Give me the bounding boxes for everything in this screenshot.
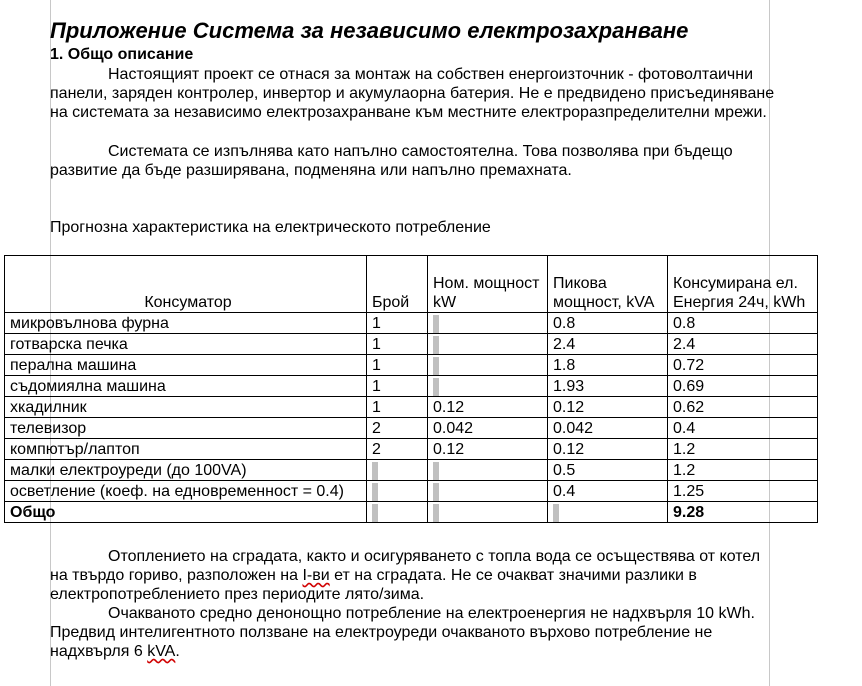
empty-cell-marker: [433, 315, 439, 333]
cell-nominal: [428, 481, 548, 502]
header-nominal-power: Ном. мощност kW: [428, 256, 548, 313]
paragraph-standalone-system: [50, 142, 775, 180]
empty-cell-marker: [372, 462, 378, 480]
cell-consumer: готварска печка: [5, 334, 367, 355]
table-row: [5, 355, 818, 376]
cell-consumer: компютър/лаптоп: [5, 439, 367, 460]
cell-consumer: перална машина: [5, 355, 367, 376]
paragraph-consumption-text-1: Очакваното средно денонощно потребление на електроенергия не надхвърля 10 kWh. Предвид интелигентното ползване на електроуреди очакваното върхово потребление не надхвърля 6: [50, 605, 755, 660]
total-label: Общо: [5, 502, 367, 523]
cell-nominal: 0.042: [428, 418, 548, 439]
total-peak-cell: [548, 502, 668, 523]
cell-consumer: осветление (коеф. на едновременност = 0.4): [5, 481, 367, 502]
cell-nominal: 0.12: [428, 439, 548, 460]
cell-count: 2: [367, 439, 428, 460]
empty-cell-marker: [553, 504, 559, 522]
cell-count: 2: [367, 418, 428, 439]
cell-energy: 1.2: [668, 439, 818, 460]
cell-energy: 0.4: [668, 418, 818, 439]
total-nominal-cell: [428, 502, 548, 523]
spellcheck-marked-word: I-ви: [302, 567, 330, 584]
cell-nominal: 0.12: [428, 397, 548, 418]
cell-peak: 1.93: [548, 376, 668, 397]
cell-count: [367, 460, 428, 481]
cell-peak: 0.12: [548, 397, 668, 418]
cell-count: 1: [367, 355, 428, 376]
table-row: [5, 334, 818, 355]
spellcheck-marked-unit: kVA: [147, 643, 176, 660]
empty-cell-marker: [433, 336, 439, 354]
cell-count: [367, 481, 428, 502]
cell-peak: 0.4: [548, 481, 668, 502]
cell-consumer: телевизор: [5, 418, 367, 439]
table-row: [5, 313, 818, 334]
cell-count: 1: [367, 313, 428, 334]
table-row: [5, 481, 818, 502]
paragraph-consumption-text-2: .: [175, 643, 180, 660]
table-caption: Прогнозна характеристика на електрическото потребление: [50, 219, 491, 236]
header-energy: Консумирана ел. Енергия 24ч, kWh: [668, 256, 818, 313]
paragraph-project-scope: [50, 65, 775, 122]
empty-cell-marker: [433, 378, 439, 396]
table-row: [5, 439, 818, 460]
cell-count: 1: [367, 376, 428, 397]
cell-peak: 0.8: [548, 313, 668, 334]
cell-peak: 1.8: [548, 355, 668, 376]
cell-energy: 2.4: [668, 334, 818, 355]
section-heading-general: 1. Общо описание: [50, 46, 194, 63]
cell-nominal: [428, 376, 548, 397]
paragraph-heating-text-1: Отоплението на сградата, както и осигуряването с топла вода се осъществява от котел на твърдо гориво, разположен на: [50, 548, 761, 584]
cell-nominal: [428, 355, 548, 376]
table-row: [5, 397, 818, 418]
cell-peak: 0.042: [548, 418, 668, 439]
cell-energy: 1.25: [668, 481, 818, 502]
cell-peak: 0.5: [548, 460, 668, 481]
document-title: Приложение Система за независимо електрозахранване: [50, 18, 689, 43]
paragraph-heating-text-2: ет на сградата. Не се очакват значими разлики в електропотреблението през периодите лято/зима.: [50, 567, 697, 603]
consumption-table: [4, 255, 818, 523]
cell-energy: 0.69: [668, 376, 818, 397]
cell-energy: 1.2: [668, 460, 818, 481]
cell-consumer: микровълнова фурна: [5, 313, 367, 334]
cell-peak: 2.4: [548, 334, 668, 355]
total-energy: 9.28: [668, 502, 818, 523]
cell-nominal: [428, 313, 548, 334]
paragraph-project-scope-text: Настоящият проект се отнася за монтаж на собствен енергоизточник - фотоволтаични панели, заряден контролер, инвертор и акумулаорна батерия. Не е предвидено присъединяване на системата за независимо електрозахранване към местните електроразпределителни мрежи.: [50, 66, 775, 121]
table-total-row: [5, 502, 818, 523]
table-row: [5, 460, 818, 481]
cell-consumer: малки електроуреди (до 100VA): [5, 460, 367, 481]
empty-cell-marker: [372, 504, 378, 522]
cell-peak: 0.12: [548, 439, 668, 460]
header-count: Брой: [367, 256, 428, 313]
table-row: [5, 418, 818, 439]
cell-nominal: [428, 460, 548, 481]
table-row: [5, 376, 818, 397]
cell-energy: 0.62: [668, 397, 818, 418]
cell-nominal: [428, 334, 548, 355]
cell-consumer: съдомиялна машина: [5, 376, 367, 397]
empty-cell-marker: [433, 483, 439, 501]
table-header-row: [5, 256, 818, 313]
empty-cell-marker: [372, 483, 378, 501]
paragraph-standalone-text: Системата се изпълнява като напълно самостоятелна. Това позволява при бъдещо развитие да бъде разширявана, подменяна или напълно премахната.: [50, 143, 733, 179]
cell-energy: 0.72: [668, 355, 818, 376]
cell-consumer: хкадилник: [5, 397, 367, 418]
header-consumer: Консуматор: [5, 256, 367, 313]
empty-cell-marker: [433, 357, 439, 375]
cell-energy: 0.8: [668, 313, 818, 334]
header-peak-power: Пикова мощност, kVA: [548, 256, 668, 313]
empty-cell-marker: [433, 504, 439, 522]
empty-cell-marker: [433, 462, 439, 480]
cell-count: 1: [367, 334, 428, 355]
cell-count: 1: [367, 397, 428, 418]
total-count-cell: [367, 502, 428, 523]
table-body: [5, 313, 818, 523]
paragraph-heating: [50, 547, 775, 604]
paragraph-expected-consumption: [50, 604, 775, 661]
